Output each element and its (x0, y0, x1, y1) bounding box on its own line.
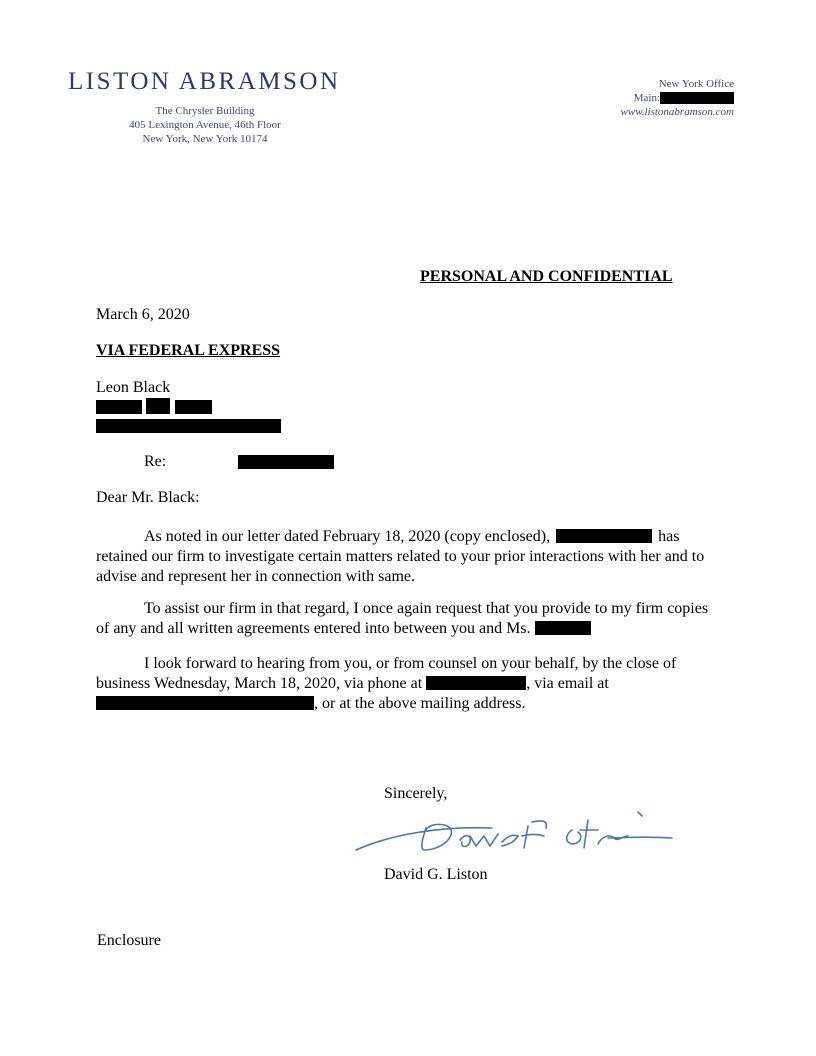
redaction-box (96, 400, 142, 414)
office-info (621, 77, 734, 119)
office-label: New York Office (658, 78, 734, 90)
redaction-box (146, 398, 170, 414)
redaction-box (426, 676, 526, 690)
firm-logo: LISTON ABRAMSON (68, 68, 341, 95)
paragraph-2 (96, 599, 726, 639)
redaction-box (660, 92, 734, 104)
signer-name: David G. Liston (384, 866, 488, 883)
address-line-2: 405 Lexington Avenue, 46th Floor (129, 119, 281, 131)
paragraph-2-line-1: To assist our firm in that regard, I once again request that you provide to my firm copies (144, 600, 709, 617)
letter-date: March 6, 2020 (96, 306, 190, 323)
paragraph-2-line-2: of any and all written agreements entered into between you and Ms. (96, 619, 726, 639)
recipient-name: Leon Black (96, 379, 171, 396)
redaction-box (96, 419, 281, 433)
re-label: Re: (144, 453, 167, 470)
paragraph-3-line-3: , or at the above mailing address. (96, 694, 726, 714)
paragraph-3-line-2: business Wednesday, March 18, 2020, via phone at , via email at (96, 675, 609, 692)
paragraph-1-line-2: retained our firm to investigate certain matters related to your prior interactions with her and to (96, 548, 705, 565)
closing: Sincerely, (384, 785, 448, 802)
signature-image (352, 806, 682, 858)
paragraph-3 (96, 654, 726, 714)
redaction-box (238, 455, 334, 469)
delivery-method: VIA FEDERAL EXPRESS (96, 342, 281, 359)
redaction-box (96, 696, 314, 710)
firm-address (110, 104, 300, 146)
redaction-box (556, 529, 652, 543)
paragraph-1-line-1: As noted in our letter dated February 18, 2020 (copy enclosed), has (144, 528, 680, 545)
paragraph-3-line-1: I look forward to hearing from you, or from counsel on your behalf, by the close of (144, 655, 677, 672)
enclosure-label: Enclosure (97, 932, 161, 949)
website-link[interactable]: www.listonabramson.com (620, 106, 734, 118)
main-phone-line (621, 91, 734, 105)
address-line-3: New York, New York 10174 (142, 133, 268, 145)
redaction-box (175, 400, 212, 414)
address-line-1: The Chrysler Building (155, 105, 255, 117)
paragraph-1-line-3: advise and represent her in connection with same. (96, 568, 415, 585)
confidential-heading: PERSONAL AND CONFIDENTIAL (420, 268, 673, 285)
main-label: Main: (633, 92, 660, 104)
salutation: Dear Mr. Black: (96, 489, 200, 506)
paragraph-1 (96, 527, 726, 587)
redaction-box (535, 621, 591, 635)
